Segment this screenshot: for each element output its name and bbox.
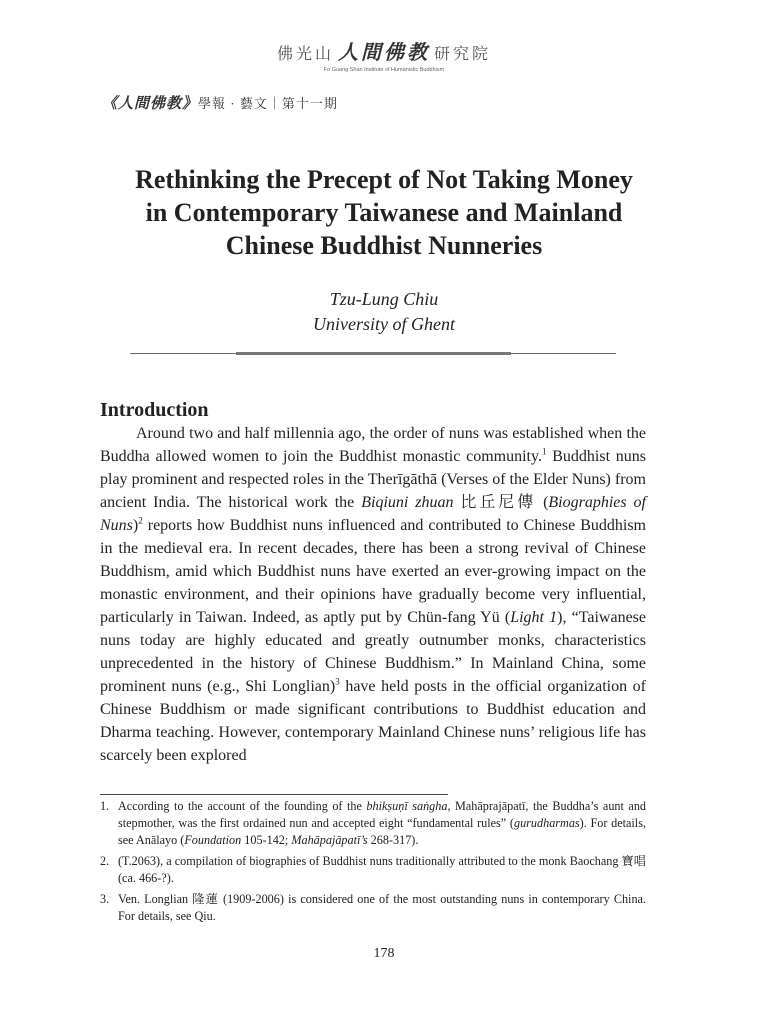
footnote-text: Ven. Longlian 隆蓮 (1909-2006) is considered one of the most outstanding nuns in contemporary China. For details, see Qiu.	[118, 892, 646, 923]
text-run: 268-317).	[367, 833, 419, 847]
title-line: Rethinking the Precept of Not Taking Money	[135, 165, 633, 194]
text-run: 比丘尼傳 (	[460, 494, 549, 511]
journal-name: 《人間佛教》	[102, 96, 199, 112]
body-text	[100, 422, 646, 767]
text-run: ), “Taiwanese nuns today are highly educated and greatly outnumber monks, characteristics unprecedented in the history of Chinese Buddhism.” In Mainland China, some prominent nuns (e.g., Shi Longlian)	[100, 609, 647, 695]
text-run: Foundation	[184, 833, 242, 847]
footnote	[100, 798, 646, 849]
journal-issue: 學報 · 藝文｜第十一期	[198, 96, 338, 111]
institute-name-post: 研究院	[434, 46, 492, 63]
text-run: , Mahāprajāpatī, the Buddha’s aunt and stepmother, was the first ordained nun and accepted eight “fundamental rules” (	[118, 799, 647, 830]
journal-line	[102, 92, 338, 113]
text-run: ). For details, see Anālayo (	[118, 816, 646, 847]
footnote	[100, 891, 646, 925]
footnote-text: (T.2063), a compilation of biographies of Buddhist nuns traditionally attributed to the monk Baochang 寶唱 (ca. 466-?).	[118, 854, 646, 885]
text-run: Biqiuni zhuan	[361, 494, 454, 511]
title-line: Chinese Buddhist Nunneries	[225, 231, 543, 260]
title-divider-accent	[236, 352, 511, 355]
institute-name-en: Fo Guang Shan Institute of Humanistic Buddhism	[323, 67, 445, 73]
institute-name-calligraphy: 人間佛教	[338, 42, 430, 64]
footnote-divider	[100, 794, 448, 795]
author-affiliation: University of Ghent	[313, 314, 455, 334]
text-run: bhikṣuṇī saṅgha	[366, 799, 448, 813]
institute-header	[0, 36, 768, 73]
paragraph: Around two and half millennia ago, the order of nuns was established when the Buddha allowed women to join the Buddhist monastic community.$^1$ Buddhist nuns play prominent and respected roles in the Therīgāthā (Verses of the Elder Nuns) from ancient India. The historical work the Biqiuni zhuan 比丘尼傳 (Biographies of Nuns)$^2$ reports how Buddhist nuns influenced and contributed to Chinese Buddhism in the medieval era. In recent decades, there has been a strong revival of Chinese Buddhism, amid which Buddhist nuns have exerted an ever-growing impact on the monastic environment, and their opinions have gradually become very influential, particularly in Taiwan. Indeed, as aptly put by Chün-fang Yü (Light 1), “Taiwanese nuns today are highly educated and greatly outnumber monks, characteristics unprecedented in the history of Chinese Buddhism.” In Mainland China, some prominent nuns (e.g., Shi Longlian)$^3$ have held posts in the official organization of Chinese Buddhism or made significant contributions to Buddhist education and Dharma teaching. However, contemporary Mainland Chinese nuns’ religious life has scarcely been explored	[100, 425, 647, 764]
footnote-number: 3.	[100, 892, 110, 906]
institute-name	[0, 36, 768, 65]
footnote-text	[118, 798, 646, 849]
author-name: Tzu-Lung Chiu	[329, 289, 439, 309]
footnotes	[100, 798, 646, 929]
text-run: have held posts in the official organization of Chinese Buddhism or made significant contributions to Buddhist education and Dharma teaching. However, contemporary Mainland Chinese nuns’ religious life has scarcely been explored	[100, 678, 646, 764]
text-run: Biographies of Nuns	[100, 494, 646, 534]
author-block	[0, 287, 768, 337]
footnote-ref[interactable]: 3	[335, 676, 340, 687]
text-run: Around two and half millennia ago, the order of nuns was established when the Buddha allowed women to join the Buddhist monastic community.	[100, 425, 646, 465]
text-run: reports how Buddhist nuns influenced and contributed to Chinese Buddhism in the medieval era. In recent decades, there has been a strong revival of Chinese Buddhism, amid which Buddhist nuns have exerted an ever-growing impact on the monastic environment, and their opinions have gradually become very influential, particularly in Taiwan. Indeed, as aptly put by Chün-fang Yü (	[100, 517, 646, 626]
title-line: in Contemporary Taiwanese and Mainland	[145, 198, 623, 227]
text-run: 105-142;	[241, 833, 292, 847]
section-heading: Introduction	[100, 399, 209, 421]
page-number: 178	[373, 946, 395, 961]
footnote-number: 1.	[100, 799, 110, 813]
footnote-number: 2.	[100, 854, 110, 868]
text-run: Buddhist nuns play prominent and respected roles in the Therīgāthā (Verses of the Elder Nuns) from ancient India. The historical work the	[100, 448, 647, 511]
text-run: Light 1	[510, 609, 558, 626]
footnote	[100, 853, 646, 887]
text-run: Mahāpajāpatī’s	[291, 833, 368, 847]
footnote-ref[interactable]: 1	[541, 446, 547, 457]
institute-name-pre: 佛光山	[276, 46, 334, 63]
paper-title	[0, 163, 768, 262]
text-run: gurudharmas	[513, 816, 580, 830]
text-run: According to the account of the founding of the	[118, 799, 367, 813]
footnote-ref[interactable]: 2	[138, 515, 143, 526]
